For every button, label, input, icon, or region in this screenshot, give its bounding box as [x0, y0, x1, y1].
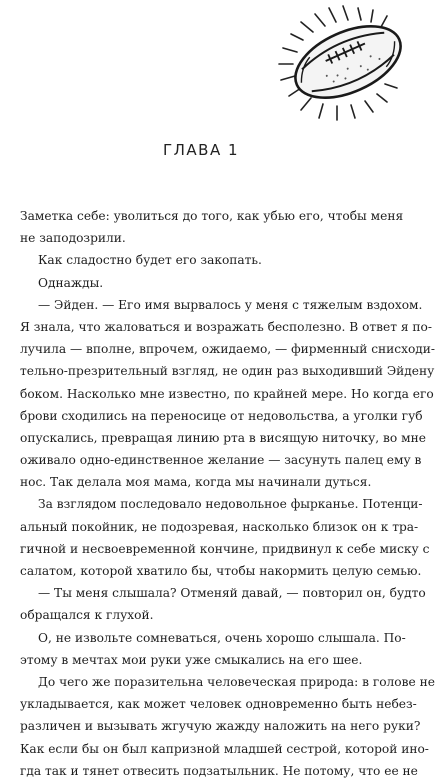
text-line: не заподозрили. — [20, 231, 126, 246]
text-line: — Ты меня слышала? Отменяй давай, — повторил он, будто — [38, 586, 426, 601]
text-line: опускались, превращая линию рта в висящую ниточку, во мне — [20, 430, 426, 445]
text-line: гда так и тянет отвесить подзатыльник. Не потому, что ее не — [20, 763, 418, 778]
text-line: Я знала, что жаловаться и возражать бесполезно. В ответ я по- — [20, 319, 433, 334]
text-line: различен и вызывать жгучую жажду наложить на него руки? — [20, 719, 421, 734]
text-line: Как если бы он был капризной младшей сестрой, которой ино- — [20, 741, 429, 756]
body-text — [20, 205, 435, 782]
text-line: альный покойник, не подозревая, насколько близок он к тра- — [20, 519, 419, 534]
football-icon — [263, 0, 402, 125]
text-line: Как сладостно будет его закопать. — [38, 253, 262, 268]
text-line: обращался к глухой. — [20, 608, 154, 623]
text-line: оживало одно-единственное желание — засунуть палец ему в — [20, 453, 422, 468]
chapter-title: ГЛАВА 1 — [162, 141, 240, 159]
text-line: гичной и несвоевременной кончине, придвинул к себе миску с — [20, 541, 430, 556]
text-line: нос. Так делала моя мама, когда мы начинали дуться. — [20, 475, 372, 490]
text-line: За взглядом последовало недовольное фырканье. Потенци- — [38, 497, 423, 512]
text-line: Однажды. — [38, 275, 104, 290]
text-line: лучила — вполне, впрочем, ожидаемо, — фирменный снисходи- — [20, 342, 435, 357]
text-line: брови сходились на переносице от недовольства, а уголки губ — [20, 408, 423, 423]
text-line: О, не извольте сомневаться, очень хорошо слышала. По- — [38, 630, 406, 645]
text-line: этому в мечтах мои руки уже смыкались на его шее. — [20, 652, 363, 667]
text-line: укладывается, как может человек одновременно быть небез- — [20, 697, 417, 712]
text-line: боком. Насколько мне известно, по крайней мере. Но когда его — [20, 386, 434, 401]
text-line: салатом, которой хватило бы, чтобы накормить целую семью. — [20, 564, 422, 578]
text-line: тельно-презрительный взгляд, не один раз выходивший Эйдену — [20, 364, 435, 379]
text-line: — Эйден. — Его имя вырвалось у меня с тяжелым вздохом. — [38, 297, 423, 312]
text-line: Заметка себе: уволиться до того, как убью его, чтобы меня — [20, 209, 404, 223]
text-line: До чего же поразительна человеческая природа: в голове не — [38, 674, 435, 689]
